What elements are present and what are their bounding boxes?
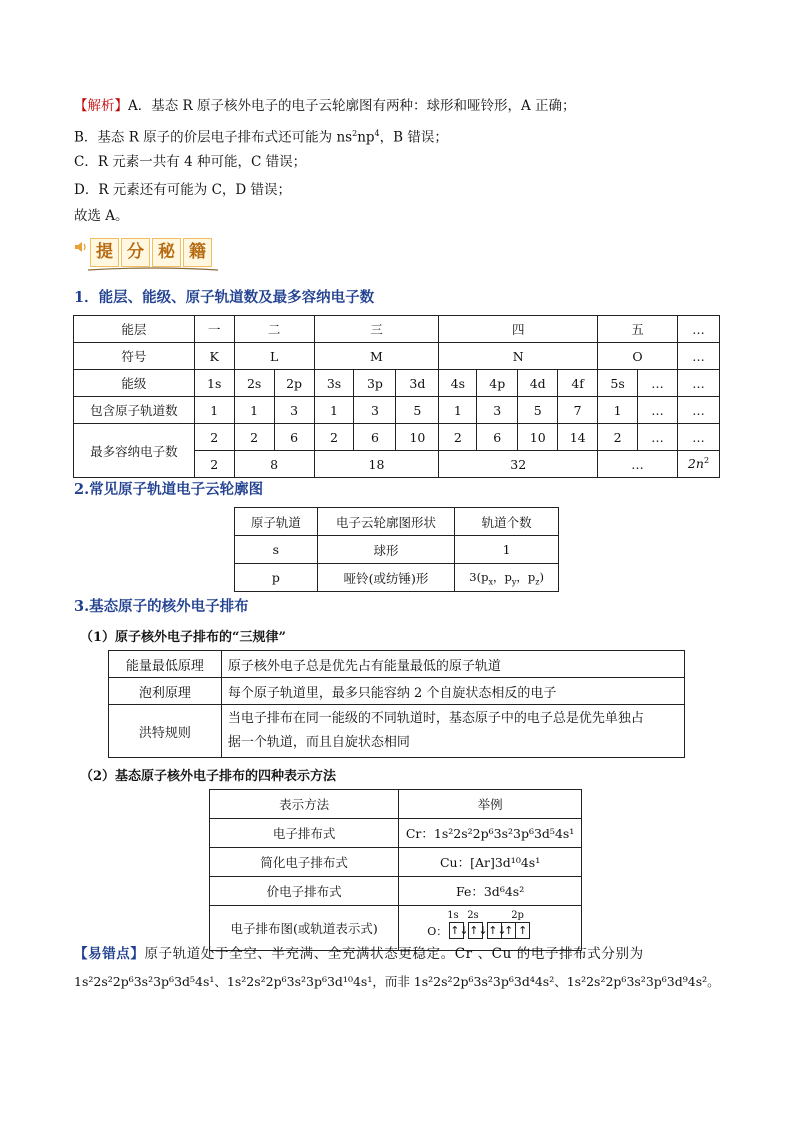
section3-sub2: （2）基态原子核外电子排布的四种表示方法	[80, 769, 337, 784]
note-line-2: 1s²2s²2p⁶3s²3p⁶3d⁵4s¹、1s²2s²2p⁶3s²3p⁶3d¹⁰4s¹，而非 1s²2s²2p⁶3s²3p⁶3d⁴4s²、1s²2s²2p⁶3s²3p⁶3d⁹4s²。	[74, 974, 720, 989]
banner-char: 籍	[183, 238, 212, 267]
banner-char: 提	[90, 238, 119, 267]
orbital-box: ↑	[516, 922, 530, 939]
representation-table	[209, 789, 582, 951]
orbital-diagram: 1s 2s 2p O： ↑↓ ↑↓ ↑↓ ↑ ↑	[427, 910, 581, 946]
table-row: 泡利原理 每个原子轨道里，最多只能容纳 2 个自旋状态相反的电子	[109, 678, 685, 705]
table-row: s 球形 1	[235, 536, 559, 564]
analysis-tag: 【解析】	[74, 98, 128, 114]
table-row: 2 8 18 32 … $2n^2$	[74, 451, 720, 478]
banner-char: 分	[121, 238, 150, 267]
table-row: 最多容纳电子数 2 2 6 2 6 10 2 6 10 14 2 … …	[74, 424, 720, 451]
table-row: 能量最低原理 原子核外电子总是优先占有能量最低的原子轨道	[109, 651, 685, 678]
table-row: 表示方法 举例	[210, 790, 582, 819]
table-row: p 哑铃(或纺锤)形 $3(p_x$，$p_y$，$p_z$)	[235, 564, 559, 592]
table-row: 原子轨道 电子云轮廓图形状 轨道个数	[235, 508, 559, 536]
orbital-box: ↑↓	[469, 924, 488, 937]
table-row: 符号 K L M N O …	[74, 343, 720, 370]
analysis-conclusion: 故选 A。	[74, 208, 129, 224]
table-row: 能级 1s 2s 2p 3s 3p 3d 4s 4p 4d 4f 5s … …	[74, 370, 720, 397]
section3-sub1: （1）原子核外电子排布的“三规律”	[80, 630, 287, 645]
table-row: 简化电子排布式 Cu：[Ar]3d¹⁰4s¹	[210, 848, 582, 877]
section2-title: 2.常见原子轨道电子云轮廓图	[74, 481, 264, 498]
banner-underline	[88, 266, 218, 272]
analysis-line-b: B．基态 R 原子的价层电子排布式还可能为 $ns^2np^4$，B 错误；	[74, 129, 448, 146]
energy-level-table	[73, 315, 720, 478]
analysis-line-a: 【解析】A．基态 R 原子核外电子的电子云轮廓图有两种：球形和哑铃形，A 正确；	[74, 98, 576, 114]
banner-title	[90, 238, 212, 267]
table-row: 电子排布图(或轨道表示式) 1s 2s 2p O： ↑↓ ↑↓ ↑↓ ↑ ↑	[210, 906, 582, 951]
orbital-shape-table	[234, 507, 559, 592]
note-line-1: 【易错点】原子轨道处于全空、半充满、全充满状态更稳定。Cr 、Cu 的电子排布式分别为	[74, 946, 644, 962]
note-tag: 【易错点】	[74, 946, 145, 962]
three-rules-table	[108, 650, 685, 758]
orbital-box: ↑↓	[488, 924, 507, 937]
table-row: 电子排布式 Cr：1s²2s²2p⁶3s²3p⁶3d⁵4s¹	[210, 819, 582, 848]
banner-char: 秘	[152, 238, 181, 267]
orbital-box: ↑↓	[450, 924, 469, 937]
analysis-line-c: C．R 元素一共有 4 种可能，C 错误；	[74, 154, 307, 170]
section3-title: 3.基态原子的核外电子排布	[74, 598, 249, 615]
table-row: 能层 一 二 三 四 五 …	[74, 316, 720, 343]
table-row: 包含原子轨道数 1 1 3 1 3 5 1 3 5 7 1 … …	[74, 397, 720, 424]
speaker-icon	[74, 240, 88, 254]
table-row: 价电子排布式 Fe：3d⁶4s²	[210, 877, 582, 906]
analysis-line-d: D．R 元素还有可能为 C，D 错误；	[74, 182, 292, 198]
section1-title: 1．能层、能级、原子轨道数及最多容纳电子数	[74, 289, 375, 306]
orbital-box: ↑	[502, 922, 516, 939]
table-row: 洪特规则 当电子排布在同一能级的不同轨道时，基态原子中的电子总是优先单独占 据一个轨道，而且自旋状态相同	[109, 705, 685, 758]
